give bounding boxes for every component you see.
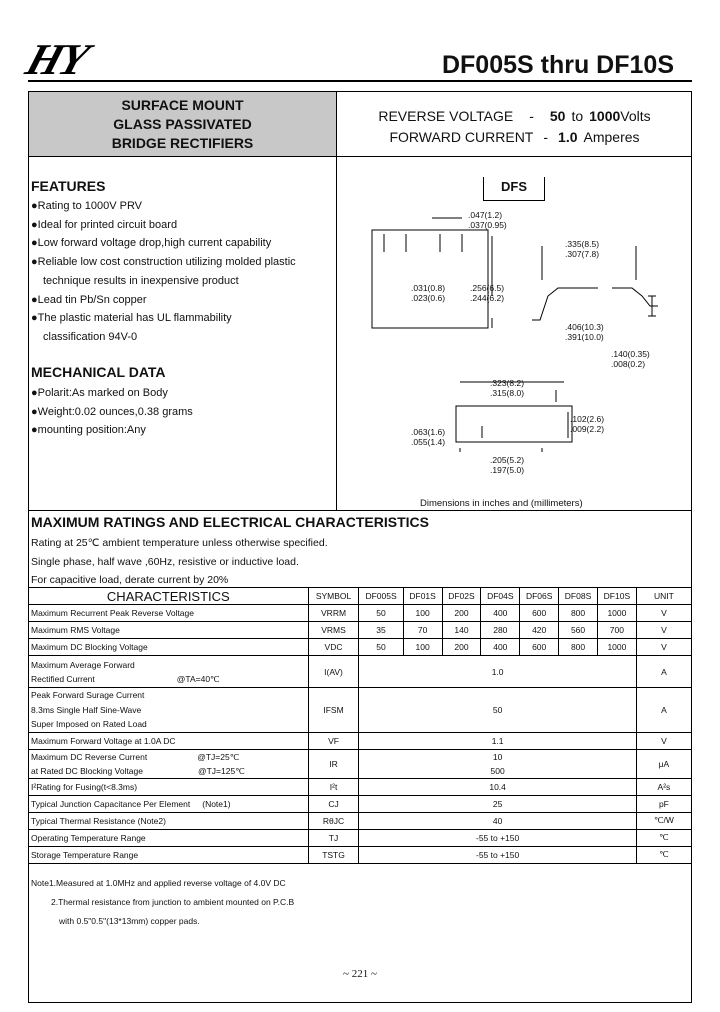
table-cell: IR [308,749,359,778]
table-cell: 1000 [597,605,636,622]
ratings-title: MAXIMUM RATINGS AND ELECTRICAL CHARACTERISTICS [31,514,429,530]
table-cell: 200 [442,639,481,656]
table-cell: I²t [308,778,359,795]
table-cell: -55 to +150 [359,829,636,846]
table-cell: VDC [308,639,359,656]
package-label: DFS [483,177,545,201]
feature-item: ●Ideal for printed circuit board [31,218,178,231]
table-row [29,778,692,795]
dim-standoff: .140(0.35) .008(0.2) [611,349,650,369]
table-cell: 70 [403,622,442,639]
table-cell: A [636,688,691,733]
voltage-current-spec [337,106,692,148]
reverse-to: to [571,108,584,124]
bullet-icon: ● [31,312,38,325]
rating-line: For capacitive load, derate current by 20% [31,574,229,587]
table-cell: VRRM [308,605,359,622]
feature-item: classification 94V-0 [43,330,138,343]
table-cell: Storage Temperature Range [29,846,309,863]
forward-current-label: FORWARD CURRENT [389,129,534,145]
table-cell: 800 [559,605,598,622]
header-cell: DF005S [359,588,403,605]
table-cell: VRMS [308,622,359,639]
table-header-row [29,588,692,605]
table-cell: Maximum RMS Voltage [29,622,309,639]
device-line-3: BRIDGE RECTIFIERS [111,135,254,151]
section-divider-ratings [28,510,692,511]
header-cell: UNIT [636,588,691,605]
header-cell: SYMBOL [308,588,359,605]
table-cell: TJ [308,829,359,846]
dim-height: .102(2.6) .009(2.2) [570,414,605,434]
table-cell: V [636,732,691,749]
table-cell: V [636,605,691,622]
header-cell: DF01S [403,588,442,605]
ratings-conditions [31,534,328,590]
dim-body-width: .256(6.5) .244(6.2) [470,283,505,303]
table-cell: A [636,656,691,688]
table-cell: 50 [359,605,403,622]
table-cell: Maximum Average Forward Rectified Current @TA=40℃ [29,656,309,688]
forward-dash: - [543,129,549,145]
table-cell: VF [308,732,359,749]
table-cell: Maximum DC Blocking Voltage [29,639,309,656]
rating-line: Rating at 25℃ ambient temperature unless otherwise specified. [31,537,328,549]
header-cell: DF06S [520,588,559,605]
feature-item: ●Low forward voltage drop,high current capability [31,237,272,250]
table-cell: 420 [520,622,559,639]
table-row [29,639,692,656]
table-cell: V [636,622,691,639]
bullet-icon: ● [31,256,38,269]
feature-item: ●Lead tin Pb/Sn copper [31,293,147,306]
mechanical-item: ●mounting position:Any [31,424,146,437]
note-2-cont: with 0.5"0.5"(13*13mm) copper pads. [59,916,200,926]
table-cell: 140 [442,622,481,639]
page-number: ~ 221 ~ [343,968,377,980]
table-cell: Operating Temperature Range [29,829,309,846]
table-cell: 200 [442,605,481,622]
dim-pad: .063(1.6) .055(1.4) [411,427,446,447]
table-cell: -55 to +150 [359,846,636,863]
table-cell: 700 [597,622,636,639]
device-line-2: GLASS PASSIVATED [113,116,252,132]
header-cell: DF10S [597,588,636,605]
note-1: Note1.Measured at 1.0MHz and applied reverse voltage of 4.0V DC [31,878,286,888]
characteristics-table [28,587,692,864]
table-cell: 100 [403,639,442,656]
dim-bottom-length: .323(8.2) .315(8.0) [490,378,525,398]
table-cell: I(AV) [308,656,359,688]
table-cell: A²s [636,778,691,795]
table-cell: 35 [359,622,403,639]
table-cell: 400 [481,605,520,622]
dim-lead-width: .047(1.2) .037(0.95) [468,210,507,230]
bullet-icon: ● [31,218,38,231]
header-cell: DF08S [559,588,598,605]
mechanical-list [31,384,193,440]
table-cell: V [636,639,691,656]
table-cell: Typical Thermal Resistance (Note2) [29,812,309,829]
header-cell: DF02S [442,588,481,605]
reverse-voltage-label: REVERSE VOLTAGE [378,108,514,124]
feature-item: technique results in inexpensive product [43,274,239,287]
table-row [29,732,692,749]
table-row [29,812,692,829]
table-cell: CJ [308,795,359,812]
table-cell: Maximum Recurrent Peak Reverse Voltage [29,605,309,622]
rating-line: Single phase, half wave ,60Hz, resistive or inductive load. [31,555,299,568]
features-title: FEATURES [31,178,106,194]
table-row [29,656,692,688]
bullet-icon: ● [31,293,38,306]
bullet-icon: ● [31,200,38,212]
dim-overall-length: .406(10.3) .391(10.0) [565,322,604,342]
table-cell: 400 [481,639,520,656]
header-rule [28,80,692,82]
mechanical-item: ●Weight:0.02 ounces,0.38 grams [31,405,193,418]
reverse-min: 50 [549,108,566,124]
dim-lead-thickness: .031(0.8) .023(0.6) [411,283,446,303]
table-cell: 600 [520,605,559,622]
table-row [29,622,692,639]
table-cell: 560 [559,622,598,639]
table-cell: IFSM [308,688,359,733]
device-line-1: SURFACE MOUNT [121,97,244,113]
table-cell: 800 [559,639,598,656]
table-cell: 1.0 [359,656,636,688]
table-cell: ℃ [636,829,691,846]
bullet-icon: ● [31,405,38,418]
mechanical-title: MECHANICAL DATA [31,364,166,380]
table-cell: 10.4 [359,778,636,795]
feature-item: ●Reliable low cost construction utilizing molded plastic [31,256,296,269]
table-cell: 600 [520,639,559,656]
bullet-icon: ● [31,237,38,250]
table-row [29,795,692,812]
table-row [29,846,692,863]
header-cell: DF04S [481,588,520,605]
reverse-max: 1000 [589,108,621,124]
table-cell: Maximum DC Reverse Current @TJ=25℃ at Rated DC Blocking Voltage @TJ=125℃ [29,749,309,778]
feature-item: ●The plastic material has UL flammability [31,312,232,325]
dimensions-caption: Dimensions in inches and (millimeters) [420,498,583,509]
notes [31,874,294,931]
mechanical-item: ●Polarit:As marked on Body [31,387,168,399]
table-cell: 50 [359,639,403,656]
table-row [29,829,692,846]
table-cell: 40 [359,812,636,829]
table-cell: Typical Junction Capacitance Per Element (Note1) [29,795,309,812]
bullet-icon: ● [31,424,38,437]
company-logo: HY [20,35,94,84]
table-cell: pF [636,795,691,812]
forward-current-row [337,127,692,148]
bullet-icon: ● [31,387,38,399]
table-cell: RθJC [308,812,359,829]
table-cell: I²Rating for Fusing(t<8.3ms) [29,778,309,795]
reverse-unit: Volts [620,108,651,124]
reverse-voltage-row [337,106,692,127]
table-cell: 100 [403,605,442,622]
header-cell: CHARACTERISTICS [29,588,309,605]
table-row [29,749,692,778]
table-cell: Peak Forward Surage Current 8.3ms Single Half Sine-Wave Super Imposed on Rated Load [29,688,309,733]
table-cell: 1000 [597,639,636,656]
table-cell: 25 [359,795,636,812]
page-title: DF005S thru DF10S [441,51,674,79]
table-cell: ℃/W [636,812,691,829]
forward-unit: Amperes [583,129,640,145]
feature-item: ●Rating to 1000V PRV [31,200,143,212]
features-list [31,197,296,347]
table-cell: ℃ [636,846,691,863]
note-2: 2.Thermal resistance from junction to ambient mounted on P.C.B [51,897,295,907]
dim-body-length: .335(8.5) .307(7.8) [565,239,600,259]
table-cell: Maximum Forward Voltage at 1.0A DC [29,732,309,749]
dim-pitch: .205(5.2) .197(5.0) [490,455,525,475]
table-cell: 1.1 [359,732,636,749]
table-row [29,605,692,622]
table-row [29,688,692,733]
table-cell: TSTG [308,846,359,863]
reverse-dash: - [529,108,534,124]
table-cell: μA [636,749,691,778]
forward-value: 1.0 [558,129,578,145]
device-type-text [29,96,336,153]
table-cell: 10 500 [359,749,636,778]
table-cell: 50 [359,688,636,733]
table-cell: 280 [481,622,520,639]
